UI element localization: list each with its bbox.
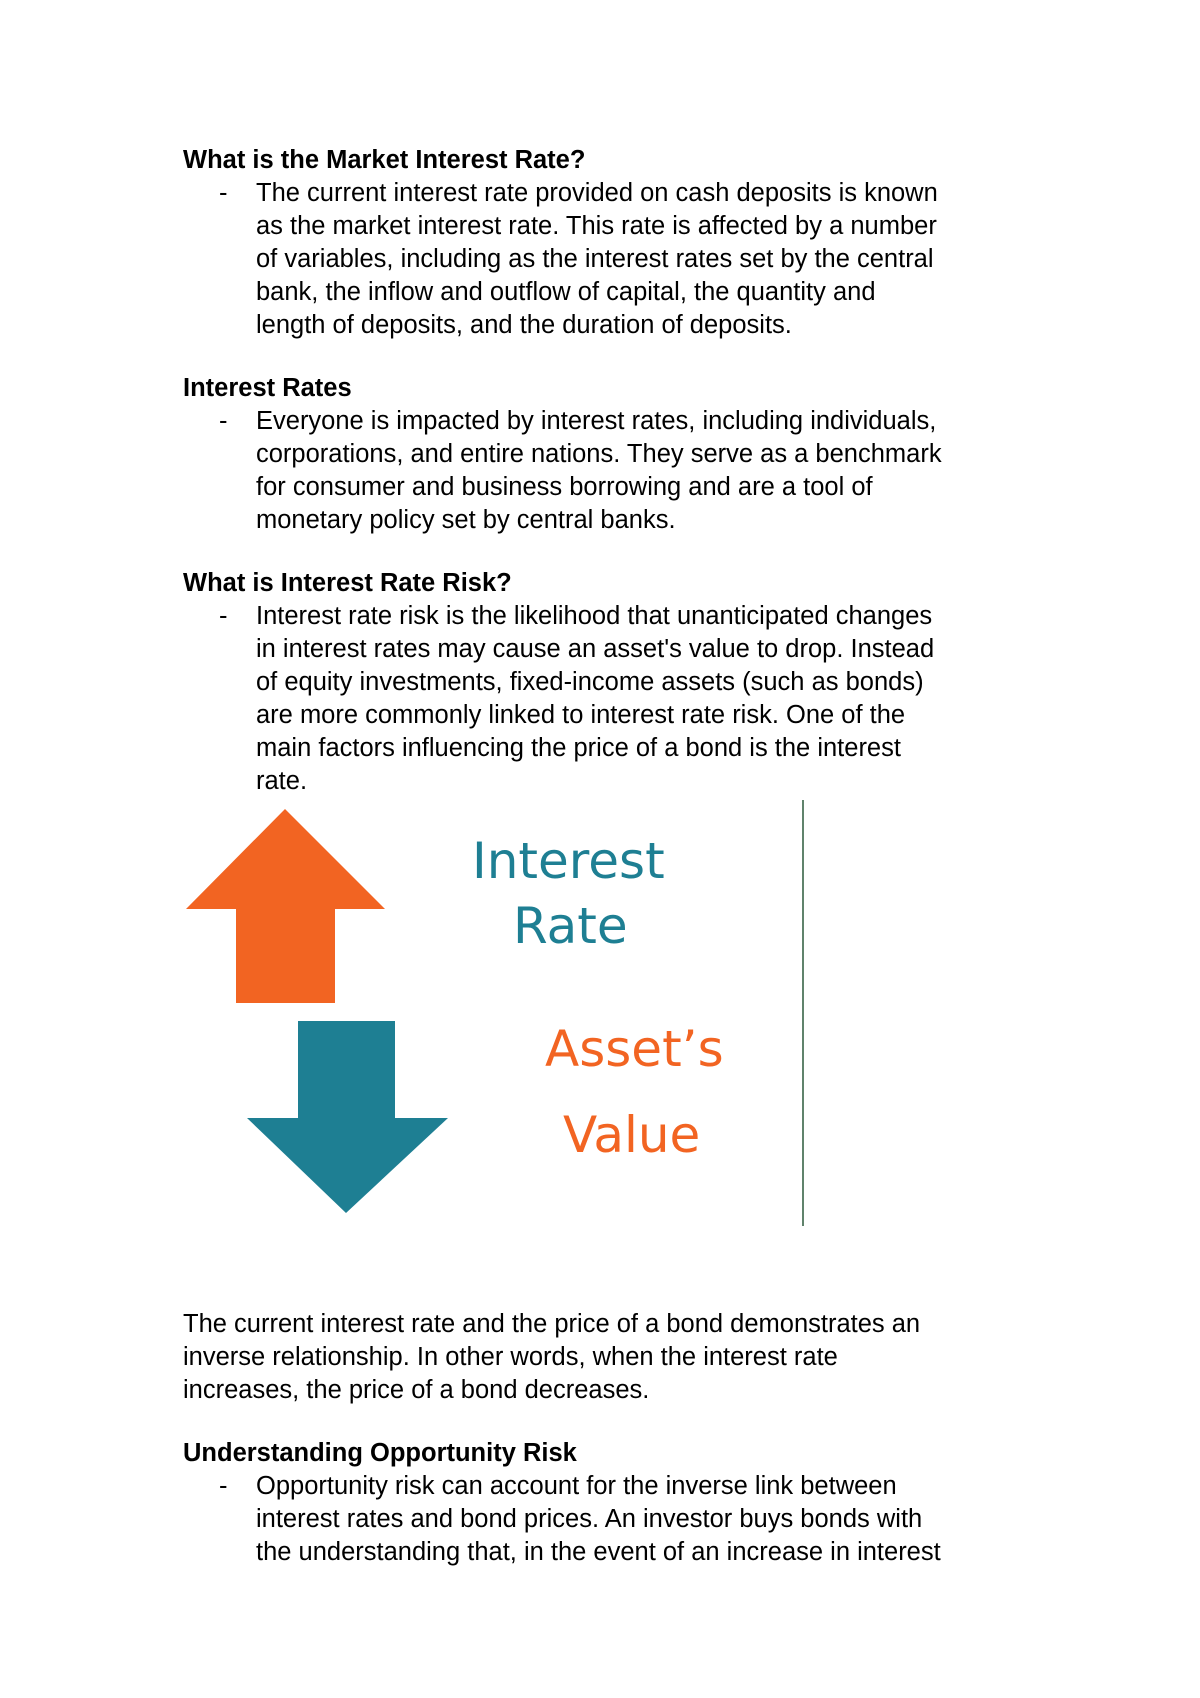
bullet-line: as the market interest rate. This rate is affected by a number (256, 212, 937, 240)
interest-rate-figure (183, 798, 1043, 1308)
bullet-line: interest rates and bond prices. An investor buys bonds with (256, 1505, 923, 1533)
bullet-line: main factors influencing the price of a bond is the interest (256, 734, 901, 762)
bullet-opportunity-risk (183, 1470, 1043, 1569)
bullet-line: of variables, including as the interest rates set by the central (256, 245, 934, 273)
heading-opportunity-risk: Understanding Opportunity Risk (183, 1439, 577, 1467)
bullet-line: of equity investments, fixed-income assets (such as bonds) (256, 668, 924, 696)
bullet-line: corporations, and entire nations. They serve as a benchmark (256, 440, 942, 468)
document-body (183, 144, 1043, 1569)
rate-label: Rate (513, 897, 628, 955)
heading-interest-rates: Interest Rates (183, 374, 352, 402)
bullet-line: length of deposits, and the duration of deposits. (256, 311, 792, 339)
value-label: Value (563, 1106, 701, 1164)
paragraph-line: The current interest rate and the price of a bond demonstrates an (183, 1310, 921, 1338)
bullet-line: the understanding that, in the event of an increase in interest (256, 1538, 941, 1566)
bullet-interest-rates (183, 405, 1043, 537)
heading-market-interest-rate: What is the Market Interest Rate? (183, 146, 586, 174)
bullet-line: Interest rate risk is the likelihood that unanticipated changes (256, 602, 933, 630)
bullet-line: The current interest rate provided on cash deposits is known (256, 179, 938, 207)
bullet-dash: - (219, 179, 228, 207)
bullet-line: Everyone is impacted by interest rates, including individuals, (256, 407, 937, 435)
up-arrow-icon (186, 809, 385, 1003)
interest-label: Interest (472, 832, 665, 890)
bullet-market-interest-rate (183, 177, 1043, 342)
bullet-line: in interest rates may cause an asset's value to drop. Instead (256, 635, 935, 663)
down-arrow-icon (247, 1021, 448, 1213)
bullet-line: monetary policy set by central banks. (256, 506, 676, 534)
paragraph-line: increases, the price of a bond decreases. (183, 1376, 650, 1404)
bullet-interest-rate-risk (183, 600, 1043, 798)
bullet-line: rate. (256, 767, 308, 795)
heading-interest-rate-risk: What is Interest Rate Risk? (183, 569, 512, 597)
bullet-line: Opportunity risk can account for the inverse link between (256, 1472, 897, 1500)
bullet-dash: - (219, 407, 228, 435)
bullet-line: for consumer and business borrowing and are a tool of (256, 473, 873, 501)
bullet-dash: - (219, 602, 228, 630)
bullet-line: are more commonly linked to interest rate risk. One of the (256, 701, 906, 729)
inverse-relationship-paragraph (183, 1308, 1043, 1407)
assets-label: Asset’s (545, 1020, 724, 1078)
paragraph-line: inverse relationship. In other words, when the interest rate (183, 1343, 838, 1371)
bullet-dash: - (219, 1472, 228, 1500)
bullet-line: bank, the inflow and outflow of capital, the quantity and (256, 278, 876, 306)
